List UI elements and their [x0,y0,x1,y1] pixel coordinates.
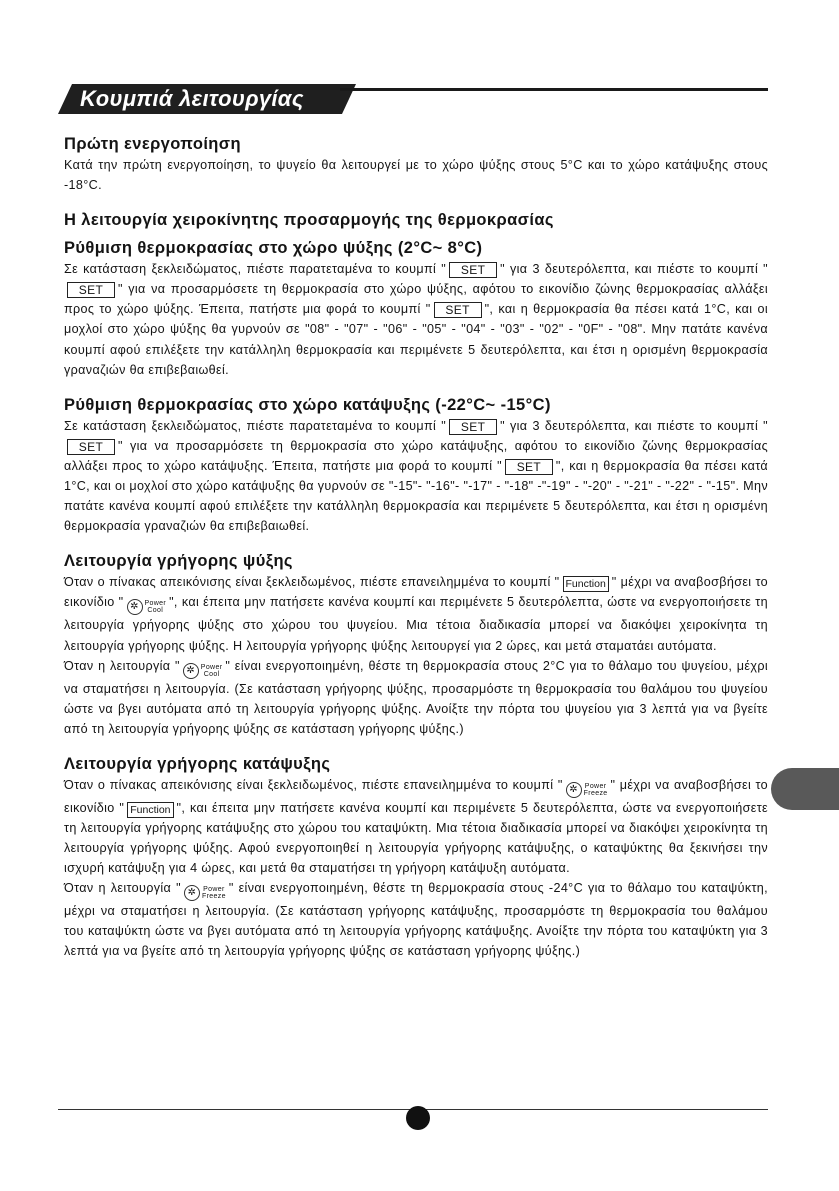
section-fast-cool-title: Λειτουργία γρήγορης ψύξης [64,552,293,571]
page-marker-dot [406,1106,430,1130]
set-button-label: SET [449,262,497,278]
section-fast-freeze-note: Όταν η λειτουργία " ✲ Power Freeze " είναι ενεργοποιημένη, θέστε τη θερμοκρασία στους -24°C για το θάλαμο του καταψύκτη, μέχρι να σταματήσει η λειτουργία. (Σε κατάσταση γρήγορης κατάψυξης, προσαρμόστε τη θερμοκρασία του θαλάμου του καταψύκτη ώστε να βγει αυτόματα από τη λειτουργία γρήγορης κατάψυξης. Ανοίξτε την πόρτα του καταψύκτη για 3 λεπτά για να βγείτε από τη λειτουργία γρήγορης ψύξης σε κατάσταση γρήγορης ψύξης.) [64,881,769,959]
function-button-label: Function [127,802,173,818]
section-fast-freeze-text: Όταν ο πίνακας απεικόνισης είναι ξεκλειδωμένος, πιέστε επανειλημμένα το κουμπί " ✲ Power Freeze " μέχρι να αναβοσβήσει το εικονίδιο " Function ", και έπειτα μην πατήσετε κανένα κουμπί και περιμένετε 5 δευτερόλεπτα, ώστε να ενεργοποιήσετε τη λειτουργία γρήγορης κατάψυξης στο χώρου του καταψύκτη. Μια τέτοια διαδικασία μπορεί να διακόψει χειροκίνητα τη λειτουργία γρήγορης ψύξης. Αφού ενεργοποιηθεί η λειτουργία γρήγορης κατάψυξης, ο καταψύκτης θα ξεκινήσει την ισχυρή κατάψυξη για 4 ώρες, και μετά θα σταματήσει τη γρήγορη κατάψυξη αυτόματα. [64,777,768,876]
section-fast-cool-text: Όταν ο πίνακας απεικόνισης είναι ξεκλειδωμένος, πιέστε επανειλημμένα το κουμπί " Function " μέχρι να αναβοσβήσει το εικονίδιο " ✲ Power Cool ", και έπειτα μην πατήσετε κανένα κουμπί και περιμένετε 5 δευτερόλεπτα, ώστε να ενεργοποιήσετε τη λειτουργία γρήγορης ψύξης στο χώρου του ψυγείου. Μια τέτοια διαδικασία μπορεί να διακόψει χειροκίνητα τη λειτουργία γρήγορης ψύξης. Η λειτουργία γρήγορης ψύξης λειτουργεί για 2 ώρες, και μετά σταματάει αυτόματα. [64,575,768,653]
section-fast-cool-note: Όταν η λειτουργία " ✲ Power Cool " είναι ενεργοποιημένη, θέστε τη θερμοκρασία στους 2°C για το θάλαμο του ψυγείου, μέχρι να σταματήσει η λειτουργία. (Σε κατάσταση γρήγορης ψύξης, προσαρμόστε τη θερμοκρασία του θαλάμου του ψυγείου ώστε να βγει αυτόματα από τη λειτουργία γρήγορης ψύξης. Ανοίξτε την πόρτα του ψυγείου για 3 λεπτά για να βγείτε από τη λειτουργία γρήγορης ψύξης σε κατάσταση γρήγορης ψύξης.) [64,658,768,736]
section-freezer-temp-title: Ρύθμιση θερμοκρασίας στο χώρο κατάψυξης (-22°C~ -15°C) [64,395,551,414]
header-rule [340,88,768,91]
page-title: Κουμπιά λειτουργίας [80,86,304,111]
power-cool-icon: ✲ Power Cool [183,663,223,679]
section-fridge-temp-text: Σε κατάσταση ξεκλειδώματος, πιέστε παρατεταμένα το κουμπί " SET " για 3 δευτερόλεπτα, και πιέστε το κουμπί "SET " για να προσαρμόσετε τη θερμοκρασία στο χώρο ψύξης, αφότου το εικονίδιο ζώνης θερμοκρασίας αλλάξει προς το χώρο ψύξης. Έπειτα, πατήστε μια φορά το κουμπί " SET ", και η θερμοκρασία θα πέσει κατά 1°C, και οι μοχλοί στο χώρο ψύξης θα γυρνούν σε "08" - "07" - "06" - "05" - "04" - "03" - "02" - "0F" - "08". Μην πατάτε κανένα κουμπί αφού επιλέξετε την κατάλληλη θερμοκρασία και περιμένετε 5 δευτερόλεπτα, και έτσι η ορισμένη θερμοκρασία γραναζιών θα επιβεβαιωθεί. [64,262,768,377]
set-button-label: SET [449,419,497,435]
section-first-start-title: Πρώτη ενεργοποίηση [64,135,241,153]
set-button-label: SET [67,282,115,298]
power-freeze-icon: ✲ Power Freeze [184,885,226,901]
section-freezer-temp-text: Σε κατάσταση ξεκλειδώματος, πιέστε παρατεταμένα το κουμπί " SET " για 3 δευτερόλεπτα, και πιέστε το κουμπί "SET " για να προσαρμόσετε τη θερμοκρασία στο χώρο κατάψυξης, αφότου το εικονίδιο ζώνης θερμοκρασίας αλλάξει προς το χώρο κατάψυξης. Έπειτα, πατήστε μια φορά το κουμπί " SET ", και η θερμοκρασία θα πέσει κατά 1°C, και οι μοχλοί στο χώρο κατάψυξης θα γυρνούν σε "-15"- "-16"- "-17" - "-18" -"-19" - "-20" - "-21" - "-22" - "-15". Μην πατάτε κανένα κουμπί αφού επιλέξετε την κατάλληλη θερμοκρασία και περιμένετε 5 δευτερόλεπτα, και έτσι η ορισμένη θερμοκρασία γραναζιών θα επιβεβαιωθεί. [64,418,768,534]
power-freeze-icon: ✲ Power Freeze [566,782,608,798]
set-button-label: SET [67,439,115,455]
section-fast-freeze-title: Λειτουργία γρήγορης κατάψυξης [64,754,331,773]
power-cool-icon: ✲ Power Cool [127,599,167,615]
set-button-label: SET [434,302,482,318]
set-button-label: SET [505,459,553,475]
side-tab-marker [771,768,839,810]
section-manual-adjust-title: Η λειτουργία χειροκίνητης προσαρμογής της θερμοκρασίας [64,211,554,230]
document-body [64,133,768,962]
function-button-label: Function [563,576,609,592]
section-first-start-text: Κατά την πρώτη ενεργοποίηση, το ψυγείο θα λειτουργεί με το χώρο ψύξης στους 5°C και το χώρο κατάψυξης στους -18°C. [64,158,768,193]
section-fridge-temp-title: Ρύθμιση θερμοκρασίας στο χώρο ψύξης (2°C~ 8°C) [64,239,483,258]
